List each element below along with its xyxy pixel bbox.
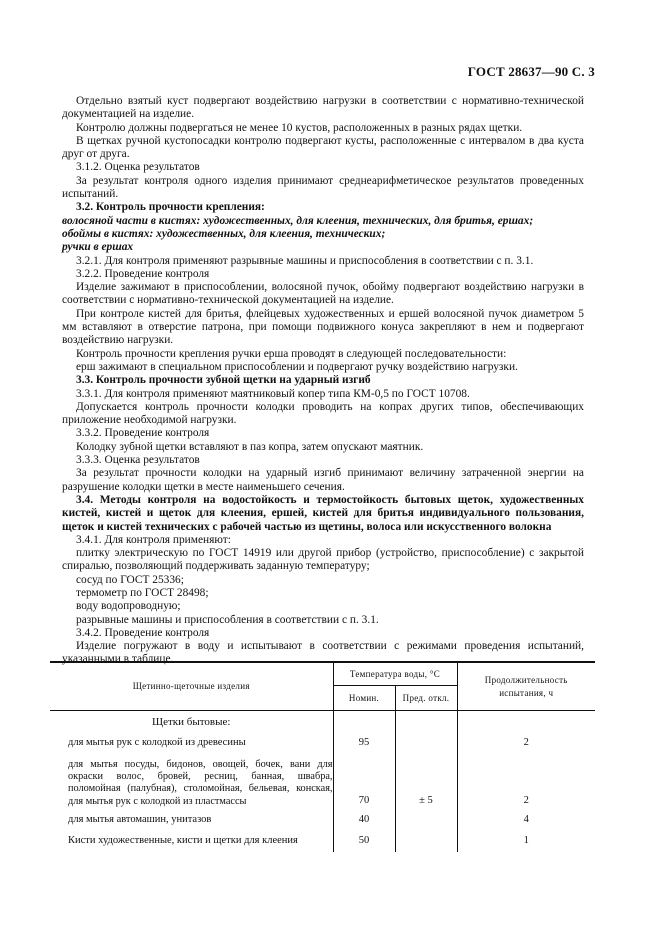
list-item: плитку электрическую по ГОСТ 14919 или другой прибор (устройство, приспособление) с закрытой спиралью, позволяющий поддерживать заданную температуру; [62,547,584,573]
test-modes-table [50,661,595,852]
col-header-temp: Температура воды, °С [333,662,457,686]
paragraph: Колодку зубной щетки вставляют в паз копра, затем опускают маятник. [76,440,424,453]
row-nominal: 40 [333,810,395,830]
list-item: сосуд по ГОСТ 25336; [76,573,184,586]
paragraph: Контроль прочности крепления ручки ерша проводят в следующей последовательности: [76,347,507,360]
paragraph: ерш зажимают в специальном приспособлении и подвергают ручку воздействию нагрузки. [76,360,518,373]
section-heading: 3.4. Методы контроля на водостойкость и термостойкость бытовых щеток, художественных кистей, кистей и щеток для клеения, ершей, кистей для бритья индивидуального пользования, щеток и кистей технических с рабочей частью из щетины, волоса или искусственного волокна [62,493,584,533]
paragraph: В щетках ручной кустопосадки контролю подвергают кусты, расположенные с интервалом в два куста друг от друга. [62,134,584,161]
paragraph: За результат прочности колодки на ударный изгиб принимают величину затраченной энергии на разрушение колодки щетки в месте наименьшего сечения. [62,467,584,493]
row-duration: 4 [457,810,595,830]
list-item: разрывные машины и приспособления в соответствии с п. 3.1. [76,613,379,626]
row-name: Кисти художественные, кисти и щетки для клеения [68,834,298,846]
table-row [50,830,595,852]
paragraph: Изделие зажимают в приспособлении, волосяной пучок, обойму подвергают воздействию нагрузки в соответствии с нормативно-технической документацией на изделие. [62,281,584,307]
list-item: термометр по ГОСТ 28498; [76,586,209,599]
paragraph: Контролю должны подвергаться не менее 10 кустов, расположенных в разных рядах щетки. [76,121,523,134]
paragraph: 3.3.1. Для контроля применяют маятниковый копер типа КМ-0,5 по ГОСТ 10708. [76,387,470,400]
paragraph: Допускается контроль прочности колодки проводить на копрах других типов, обеспечивающих приложение необходимой нагрузки. [62,400,584,427]
subsection-heading: 3.3.2. Проведение контроля [76,427,210,440]
row-name: для мытья посуды, бидонов, овощей, бочек, вани для окраски волос, бровей, ресниц, банная, швабра, поломойная (палубная), столомойная, бельевая, конская, для мытья рук с колодкой из пластмассы [68,759,333,807]
row-duration: 2 [457,733,595,753]
col-header-duration: Продолжительность испытания, ч [457,662,595,711]
row-deviation [395,830,457,852]
paragraph: Изделие погружают в воду и испытывают в соответствии с режимами проведения испытаний, указанными в таблице. [62,640,584,666]
row-deviation [395,733,457,753]
row-deviation [395,810,457,830]
table-row [50,753,595,810]
paragraph: При контроле кистей для бритья, флейцевых художественных и ершей волосяной пучок диаметром 5 мм вставляют в отверстие патрона, при помощи подвижного конуса закрепляют в нем и подвергают воздействию нагрузки. [62,307,584,347]
row-duration: 1 [457,830,595,852]
col-header-nominal: Номин. [333,686,395,711]
list-item: воду водопроводную; [76,600,181,613]
subsection-heading: 3.1.2. Оценка результатов [76,161,200,174]
page-header: ГОСТ 28637—90 С. 3 [467,64,595,79]
row-deviation: ± 5 [395,753,457,810]
section-heading-line: ручки в ершах [62,241,134,254]
col-header-product: Щетинно-щеточные изделия [50,662,333,711]
row-name: для мытья рук с колодкой из древесины [68,736,246,748]
subsection-heading: 3.3.3. Оценка результатов [76,454,200,467]
section-heading-line: волосяной части в кистях: художественных, для клеения, технических, для бритья, ершах; [62,214,534,227]
paragraph: Отдельно взятый куст подвергают воздействию нагрузки в соответствии с нормативно-технической документацией на изделие. [62,95,584,121]
col-header-deviation: Пред. откл. [395,686,457,711]
row-nominal: 50 [333,830,395,852]
paragraph: 3.4.1. Для контроля применяют: [76,533,231,546]
row-nominal: 70 [333,753,395,810]
document-body [62,95,584,667]
row-name: для мытья автомашин, унитазов [68,813,212,825]
table-row [50,733,595,753]
table-row [50,810,595,830]
row-duration: 2 [457,753,595,810]
paragraph: За результат контроля одного изделия принимают среднеарифметическое результатов проведенных испытаний. [62,174,584,201]
section-heading: 3.3. Контроль прочности зубной щетки на ударный изгиб [76,374,371,387]
row-nominal: 95 [333,733,395,753]
table-group-label: Щетки бытовые: [152,715,231,728]
section-heading-line: обоймы в кистях: художественных, для клеения, технических; [62,227,386,240]
section-heading: 3.2. Контроль прочности крепления: [76,201,265,214]
paragraph: 3.2.1. Для контроля применяют разрывные машины и приспособления в соответствии с п. 3.1. [76,254,534,267]
subsection-heading: 3.4.2. Проведение контроля [76,626,210,639]
subsection-heading: 3.2.2. Проведение контроля [76,267,210,280]
